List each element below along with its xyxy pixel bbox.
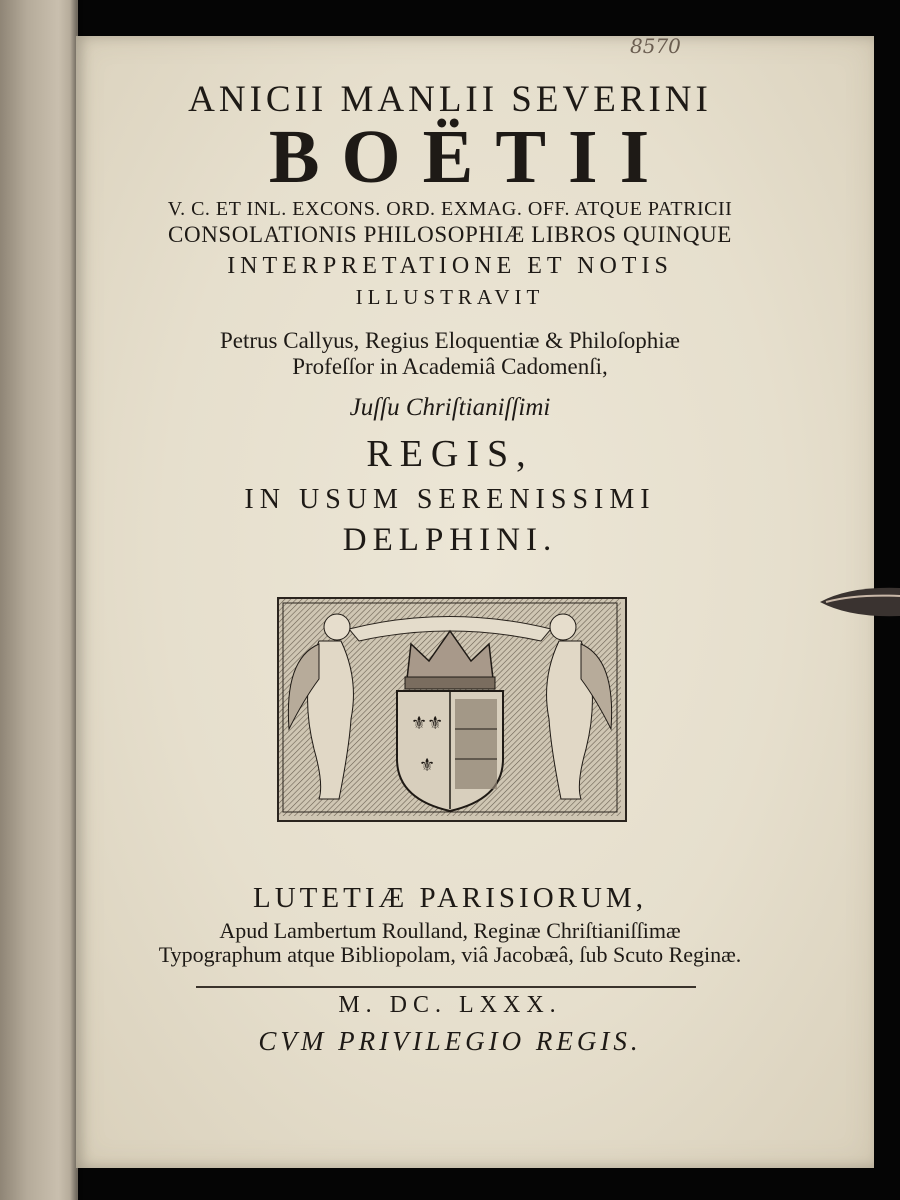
editor-line-2: Profeſſor in Academiâ Cadomenſi,	[292, 354, 608, 379]
imprint-city: LUTETIÆ PARISIORUM,	[253, 882, 647, 914]
author-line: ANICII MANLII SEVERINI	[188, 79, 712, 120]
author-name: BOËTII	[268, 115, 672, 199]
interpretatione-line: INTERPRETATIONE ET NOTIS	[227, 253, 673, 279]
handwritten-note: 8570	[630, 34, 681, 58]
illustravit-line: ILLUSTRAVIT	[355, 285, 545, 309]
regis-line: REGIS,	[366, 433, 534, 475]
work-title: CONSOLATIONIS PHILOSOPHIÆ LIBROS QUINQUE	[168, 222, 732, 247]
royal-arms-icon	[277, 597, 627, 822]
imprint-printer-2: Typographum atque Bibliopolam, viâ Jacobæâ, ſub Scuto Reginæ.	[158, 942, 742, 967]
svg-text:⚜⚜: ⚜⚜	[411, 713, 444, 734]
jussu-line: Juſſu Chriſtianiſſimi	[349, 394, 551, 421]
delphini-line: DELPHINI.	[342, 522, 558, 558]
in-usum-line: IN USUM SERENISSIMI	[244, 484, 656, 515]
year-line: M. DC. LXXX.	[338, 992, 562, 1018]
bookmark-icon	[820, 582, 900, 622]
editor-line: Petrus Callyus, Regius Eloquentiæ & Philoſophiæ	[219, 328, 681, 353]
divider-rule	[196, 986, 696, 988]
imprint-printer: Apud Lambertum Roulland, Reginæ Chriſtianiſſimæ	[219, 918, 681, 943]
privilege-line: CVM PRIVILEGIO REGIS.	[258, 1026, 642, 1056]
svg-text:⚜: ⚜	[419, 755, 436, 776]
engraving-svg	[279, 599, 621, 816]
titles-line: V. C. ET INL. EXCONS. ORD. EXMAG. OFF. ATQUE PATRICII	[167, 198, 733, 220]
